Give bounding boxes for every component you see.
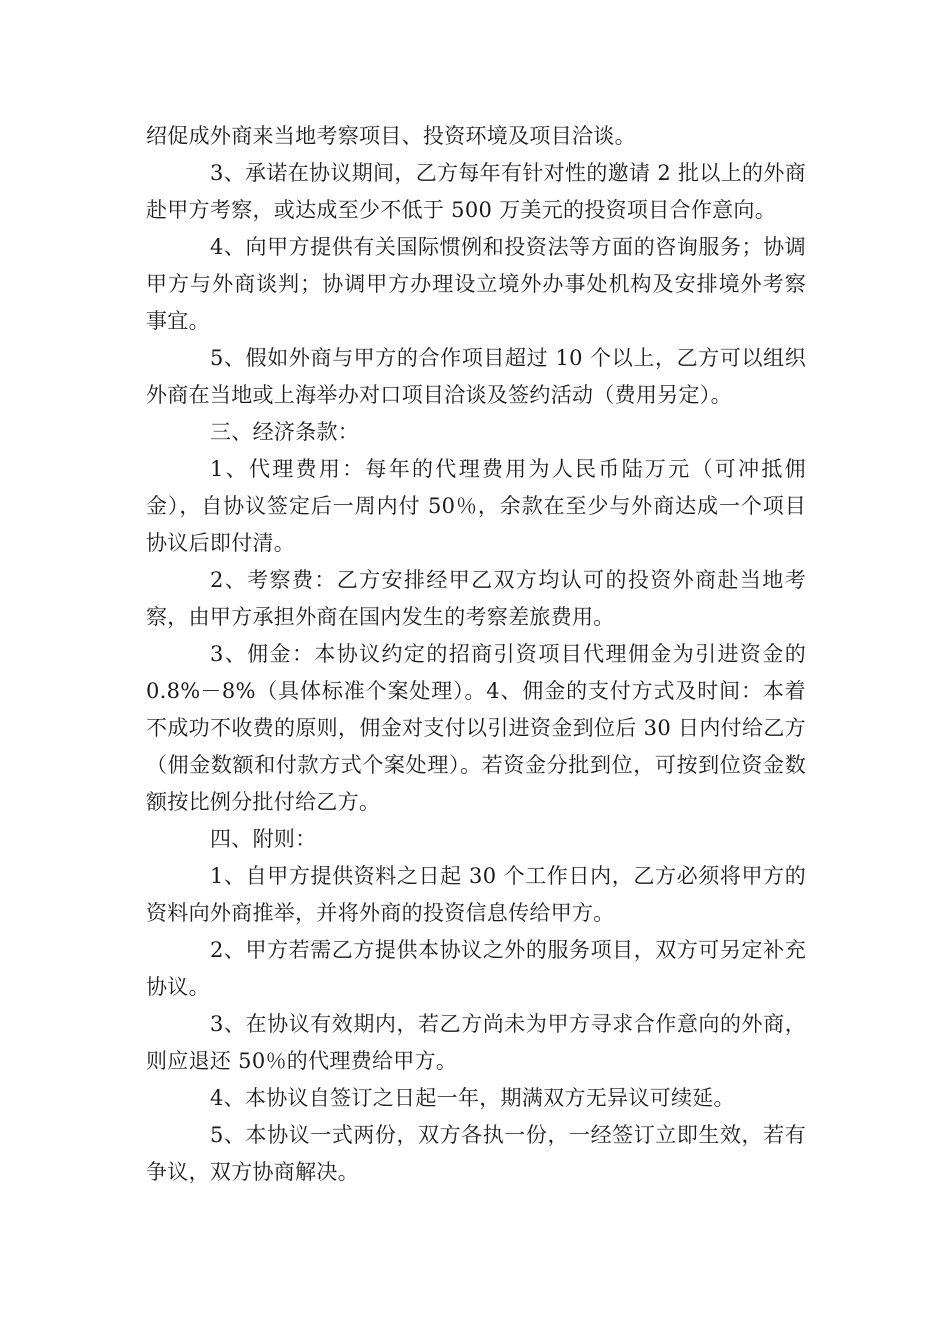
- paragraph-clause-3-1: 1、代理费用：每年的代理费用为人民币陆万元（可冲抵佣金），自协议签定后一周内付 50％，余款在至少与外商达成一个项目协议后即付清。: [146, 457, 806, 555]
- paragraph-clause-2-4: 4、向甲方提供有关国际惯例和投资法等方面的咨询服务；协调甲方与外商谈判；协调甲方办理设立境外办事处机构及安排境外考察事宜。: [146, 235, 806, 333]
- paragraph-clause-2-5: 5、假如外商与甲方的合作项目超过 10 个以上，乙方可以组织外商在当地或上海举办对口项目洽谈及签约活动（费用另定）。: [146, 346, 806, 407]
- section-heading-appendix: 四、附则：: [210, 827, 317, 851]
- paragraph-continuation: 绍促成外商来当地考察项目、投资环境及项目洽谈。: [146, 124, 636, 148]
- paragraph-clause-3-3-4: 3、佣金：本协议约定的招商引资项目代理佣金为引进资金的 0.8%－8%（具体标准个案处理）。4、佣金的支付方式及时间：本着不成功不收费的原则，佣金对支付以引进资金到位后 30 日内付给乙方（佣金数额和付款方式个案处理）。若资金分批到位，可按到位资金数额按比例分批付给乙方。: [146, 642, 806, 814]
- paragraph-clause-4-5: 5、本协议一式两份，双方各执一份，一经签订立即生效，若有争议，双方协商解决。: [146, 1123, 806, 1184]
- paragraph-clause-2-3: 3、承诺在协议期间，乙方每年有针对性的邀请 2 批以上的外商赴甲方考察，或达成至少不低于 500 万美元的投资项目合作意向。: [146, 161, 806, 222]
- document-body: [146, 118, 806, 1191]
- paragraph-clause-3-2: 2、考察费：乙方安排经甲乙双方均认可的投资外商赴当地考察，由甲方承担外商在国内发生的考察差旅费用。: [146, 568, 806, 629]
- section-heading-economic-terms: 三、经济条款：: [210, 420, 360, 444]
- paragraph-clause-4-2: 2、甲方若需乙方提供本协议之外的服务项目，双方可另定补充协议。: [146, 938, 806, 999]
- paragraph-clause-4-1: 1、自甲方提供资料之日起 30 个工作日内，乙方必须将甲方的资料向外商推举，并将外商的投资信息传给甲方。: [146, 864, 806, 925]
- paragraph-clause-4-4: 4、本协议自签订之日起一年，期满双方无异议可续延。: [210, 1086, 735, 1110]
- paragraph-clause-4-3: 3、在协议有效期内，若乙方尚未为甲方寻求合作意向的外商，则应退还 50％的代理费给甲方。: [146, 1012, 806, 1073]
